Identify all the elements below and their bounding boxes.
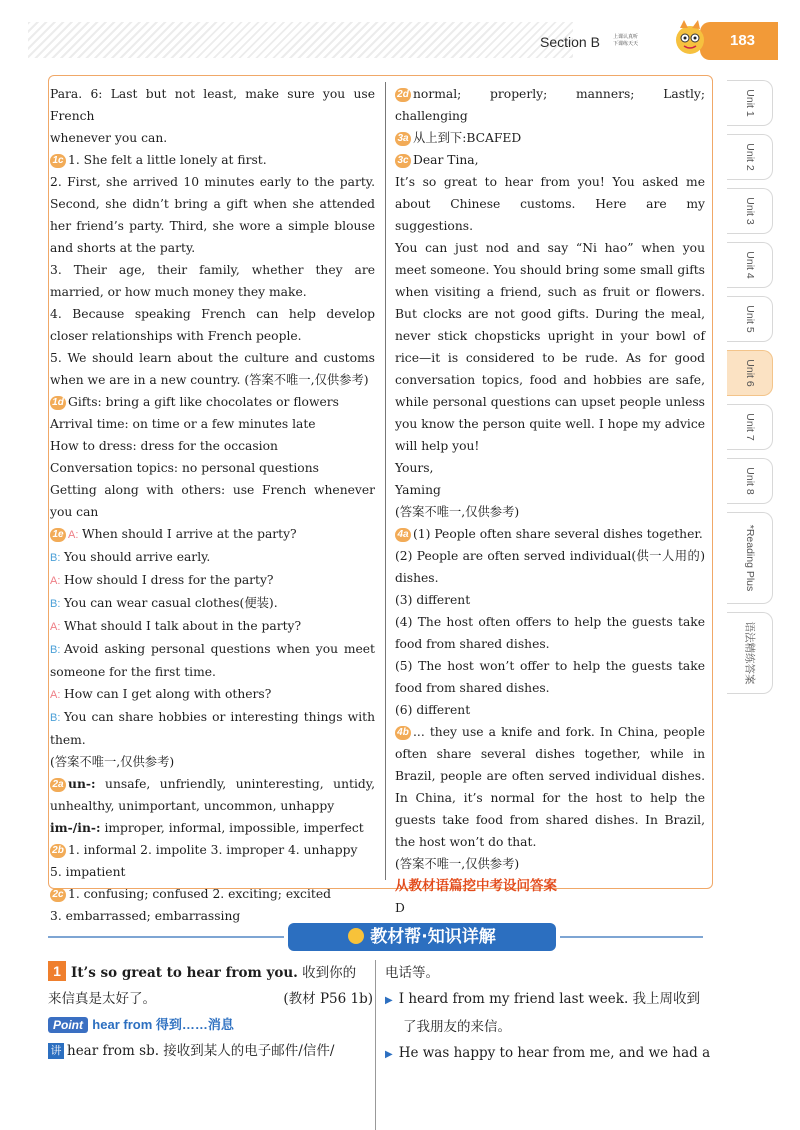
bullet-triangle-icon: ▶ (385, 995, 393, 1006)
tab-grammar-answers[interactable] (727, 612, 773, 694)
q1c-answer-4: 4. Because speaking French can help develop closer relationships with French people. (50, 307, 375, 343)
banner-text: 教材帮·知识详解 (370, 927, 496, 947)
example-1 (385, 986, 715, 1014)
q3a-answer: 从上到下:BCAFED (413, 131, 522, 145)
knowledge-item-1 (48, 960, 373, 986)
q1c-answer-5: 5. We should learn about the culture and customs when we are in a new country. (答案不唯一,仅供参考) (50, 351, 375, 387)
q4a-answer-1: (1) People often share several dishes together. (413, 527, 703, 541)
item-source: (教材 P56 1b) (283, 991, 373, 1007)
tab-unit-8[interactable] (727, 458, 773, 504)
knowledge-item-1-cont (48, 986, 373, 1012)
q4a-answer-6: (6) different (395, 703, 471, 717)
q1e-badge: 1e (50, 528, 66, 542)
q2a-badge: 2a (50, 778, 66, 792)
q1e-b3: Avoid asking personal questions when you meet someone for the first time. (50, 642, 375, 679)
q4a-answer-3: (3) different (395, 593, 471, 607)
q3c-closing: Yours, (395, 461, 434, 475)
q3c-body-2: You can just nod and say “Ni hao” when you meet someone. You should bring some small gifts when visiting a friend, such as fruit or flowers. But clocks are not good gifts. During the meal, never stick chopsticks upright in your bowl of rice—it is considered to be rude. As for good conversation topics, food and hobbies are safe, while personal questions can upset people unless you know the person quite well. I hope my advice will help you! (395, 241, 705, 453)
item-number: 1 (48, 961, 66, 981)
para6-line-2: whenever you can. (50, 131, 168, 145)
q1d-answer-1: Gifts: bring a gift like chocolates or flowers (68, 395, 339, 409)
q2a-im-words: improper, informal, impossible, imperfect (104, 821, 364, 835)
unit-tabs (727, 80, 773, 702)
tab-label: *Reading Plus (743, 524, 756, 592)
q1c-answer-2: 2. First, she arrived 10 minutes early to the party. Second, she didn’t bring a gift when she attended her friend’s party. Third, she wore a simple blouse and shorts at the party. (50, 175, 375, 255)
q4a-item (395, 523, 705, 545)
q1e-line-b1 (50, 546, 375, 569)
q1e-a3: What should I talk about in the party? (64, 619, 302, 633)
q1c-answer-1: 1. She felt a little lonely at first. (68, 153, 267, 167)
q3c-badge: 3c (395, 154, 411, 168)
q4a-answer-5: (5) The host won’t offer to help the guests take food from shared dishes. (395, 659, 705, 695)
q1c-answer-3: 3. Their age, their family, whether they are married, or how much money they make. (50, 263, 375, 299)
example-2 (385, 1040, 715, 1068)
tab-label: Unit 4 (743, 251, 756, 279)
tab-label: Unit 8 (743, 467, 756, 495)
lightbulb-icon (348, 928, 364, 944)
banner-line-left (48, 936, 284, 938)
knowledge-divider (375, 960, 376, 1130)
q2c-answer-2: 3. embarrassed; embarrassing (50, 909, 241, 923)
q2c-item (50, 883, 375, 905)
explain-text: hear from sb. 接收到某人的电子邮件/信件/ (67, 1043, 335, 1059)
slogan (613, 34, 649, 48)
point-line (48, 1012, 373, 1038)
q2a-im-item (50, 817, 375, 839)
knowledge-banner (48, 923, 703, 951)
explain-line (48, 1038, 373, 1064)
q2d-item (395, 83, 705, 127)
q4b-badge: 4b (395, 726, 411, 740)
speaker-b: B: (50, 552, 61, 564)
bullet-triangle-icon: ▶ (385, 1049, 393, 1060)
speaker-b: B: (50, 598, 61, 610)
tab-reading-plus[interactable] (727, 512, 773, 604)
q2d-badge: 2d (395, 88, 411, 102)
speaker-a: A: (50, 575, 61, 587)
tab-label: Unit 5 (743, 305, 756, 333)
tab-unit-6[interactable] (727, 350, 773, 396)
q3c-item (395, 149, 705, 171)
tab-label: Unit 6 (743, 359, 756, 387)
slogan-line-1: 上课认真听 (613, 34, 639, 40)
example-1-cont: 了我朋友的来信。 (403, 1019, 511, 1035)
exam-answer: D (395, 901, 405, 915)
speaker-b: B: (50, 644, 61, 656)
q1e-a2: How should I dress for the party? (64, 573, 274, 587)
tab-unit-7[interactable] (727, 404, 773, 450)
q4b-note: (答案不唯一,仅供参考) (395, 857, 520, 871)
q3c-note: (答案不唯一,仅供参考) (395, 505, 520, 519)
q2b-item (50, 839, 375, 861)
exam-heading: 从教材语篇挖中考设问答案 (395, 878, 557, 894)
banner-line-right (560, 936, 703, 938)
q1e-line-b3 (50, 638, 375, 683)
q2a-un-words: unsafe, unfriendly, uninteresting, untidy, unhealthy, unimportant, uncommon, unhappy (50, 777, 375, 813)
speaker-a: A: (50, 689, 61, 701)
q3c-body: It’s so great to hear from you! You asked me about Chinese customs. Here are my suggestions. (395, 175, 705, 233)
tab-unit-1[interactable] (727, 80, 773, 126)
page-number: 183 (730, 32, 756, 49)
q2c-answer-1: 1. confusing; confused 2. exciting; excited (68, 887, 331, 901)
q2b-badge: 2b (50, 844, 66, 858)
point-badge: Point (48, 1017, 88, 1033)
point-title: hear from 得到……消息 (92, 1017, 234, 1032)
speaker-a: A: (50, 621, 61, 633)
tab-unit-3[interactable] (727, 188, 773, 234)
q3a-badge: 3a (395, 132, 411, 146)
section-label: Section B (540, 34, 600, 50)
q1d-answer-2: Arrival time: on time or a few minutes late (50, 417, 316, 431)
item-translation-2: 来信真是太好了。 (48, 991, 156, 1007)
q2b-answer-2: 5. impatient (50, 865, 126, 879)
tab-label: Unit 3 (743, 197, 756, 225)
q1e-b2: You can wear casual clothes(便装). (64, 596, 278, 610)
q2a-im-prefix: im-/in-: (50, 820, 101, 835)
q2c-badge: 2c (50, 888, 66, 902)
speaker-b: B: (50, 712, 61, 724)
q4a-answer-4: (4) The host often offers to help the guests take food from shared dishes. (395, 615, 705, 651)
explain-cont: 电话等。 (385, 965, 439, 981)
q2d-answer: normal; properly; manners; Lastly; challenging (395, 87, 705, 123)
tab-label: 语法精练答案 (743, 621, 755, 685)
para6-line-1: Para. 6: Last but not least, make sure you use French (50, 87, 375, 123)
explain-badge: 讲 (48, 1043, 64, 1059)
example-2-text: He was happy to hear from me, and we had a (398, 1045, 711, 1061)
q2b-answer-1: 1. informal 2. impolite 3. improper 4. unhappy (68, 843, 358, 857)
q1e-b1: You should arrive early. (64, 550, 211, 564)
q1c-badge: 1c (50, 154, 66, 168)
q1d-answer-3: How to dress: dress for the occasion (50, 439, 278, 453)
q1e-line-b2 (50, 592, 375, 615)
q1d-answer-4: Conversation topics: no personal questions (50, 461, 319, 475)
q1e-line-a1 (50, 523, 375, 546)
example-1-text: I heard from my friend last week. 我上周收到 (398, 991, 701, 1007)
tab-unit-4[interactable] (727, 242, 773, 288)
q1e-a1: When should I arrive at the party? (82, 527, 297, 541)
q4a-answer-2: (2) People are often served individual(供一人用的) dishes. (395, 549, 705, 585)
banner-title (288, 923, 556, 951)
item-sentence: It’s so great to hear from you. (71, 965, 298, 981)
q1e-note: (答案不唯一,仅供参考) (50, 755, 175, 769)
tab-label: Unit 2 (743, 143, 756, 171)
q2a-item (50, 773, 375, 817)
q1d-badge: 1d (50, 396, 66, 410)
tab-label: Unit 7 (743, 413, 756, 441)
knowledge-left (48, 960, 373, 1064)
q1c-item (50, 149, 375, 171)
q3c-name: Yaming (395, 483, 441, 497)
q4a-badge: 4a (395, 528, 411, 542)
q1d-item (50, 391, 375, 413)
q1d-answer-5: Getting along with others: use French whenever you can (50, 483, 375, 519)
speaker-a: A: (68, 529, 79, 541)
q1e-line-a2 (50, 569, 375, 592)
q4b-item (395, 721, 705, 853)
tab-label: Unit 1 (743, 89, 756, 117)
q1e-a4: How can I get along with others? (64, 687, 272, 701)
header-stripes (28, 22, 573, 58)
left-column (50, 83, 375, 927)
right-column (395, 83, 705, 919)
knowledge-right (385, 960, 715, 1068)
q3a-item (395, 127, 705, 149)
mascot-icon (668, 16, 712, 60)
q1e-line-a3 (50, 615, 375, 638)
q1e-b4: You can share hobbies or interesting things with them. (50, 710, 375, 747)
tab-unit-5[interactable] (727, 296, 773, 342)
slogan-line-2: 下课练天天 (613, 41, 639, 47)
item-translation-1: 收到你的 (302, 965, 357, 981)
q1e-line-b4 (50, 706, 375, 751)
page-header (28, 22, 778, 58)
q1e-line-a4 (50, 683, 375, 706)
q3c-greeting: Dear Tina, (413, 153, 479, 167)
column-divider (385, 82, 386, 880)
tab-unit-2[interactable] (727, 134, 773, 180)
q2a-un-prefix: un-: (68, 776, 96, 791)
q4b-answer: ... they use a knife and fork. In China, people often share several dishes together, while in Brazil, people are often served individual dishes. In China, it’s normal for the host to help the guests take food from shared dishes. In Brazil, the host won’t do that. (395, 725, 705, 849)
